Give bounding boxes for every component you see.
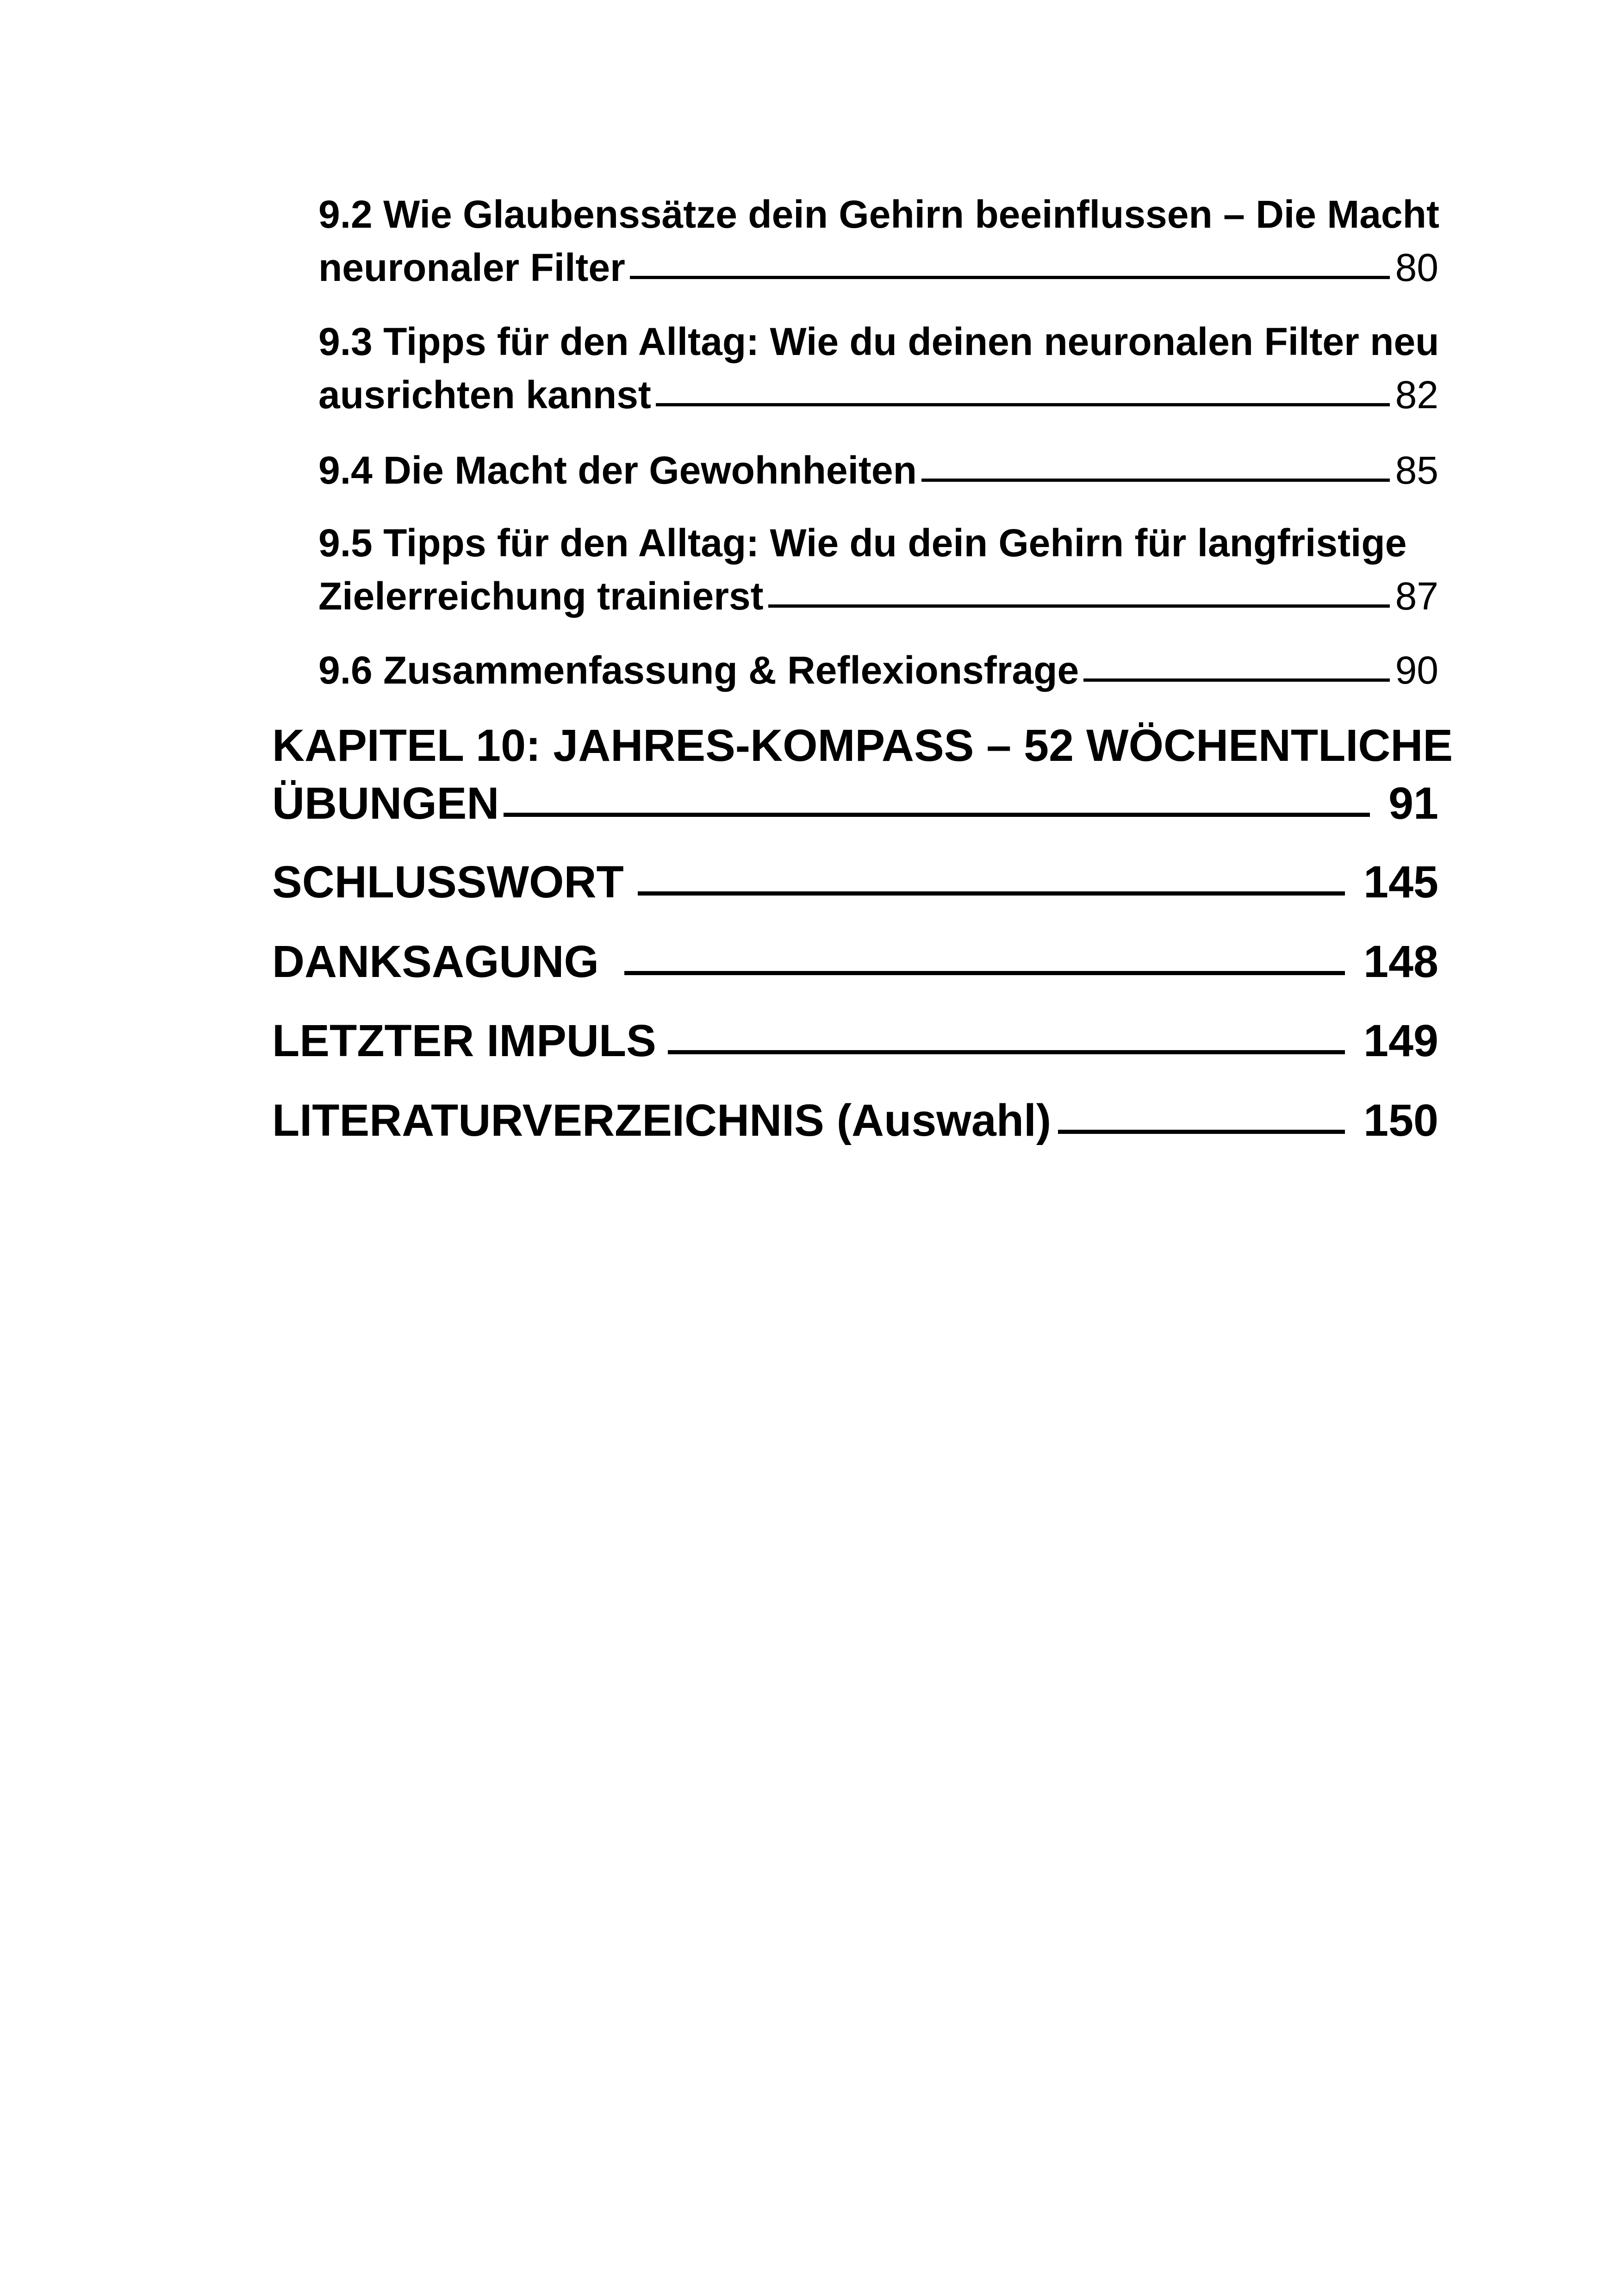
toc-page-number: 148 (1363, 936, 1438, 987)
toc-section-9-2-title-line2: neuronaler Filter (318, 246, 625, 289)
toc-leader-line (1058, 1130, 1345, 1134)
toc-page-number: 85 (1395, 448, 1438, 492)
toc-page-number: 80 (1395, 246, 1438, 289)
toc-section-9-3-title-line2: ausrichten kannst (318, 373, 651, 417)
toc-chapter-10-title-line2: ÜBUNGEN (272, 778, 499, 828)
toc-letzter-impuls-title: LETZTER IMPULS (272, 1015, 656, 1066)
toc-section-9-5-title-line1[interactable]: 9.5 Tipps für den Alltag: Wie du dein Gehirn für langfristige (318, 521, 1407, 565)
toc-page-number: 90 (1395, 648, 1438, 692)
toc-chapter-10[interactable] (272, 778, 1438, 829)
toc-section-9-2-title-line1[interactable]: 9.2 Wie Glaubenssätze dein Gehirn beeinflussen – Die Macht (318, 193, 1439, 236)
toc-letzter-impuls[interactable] (272, 1015, 1438, 1067)
toc-danksagung-title: DANKSAGUNG (272, 936, 599, 987)
toc-chapter-10-title-line1[interactable]: KAPITEL 10: JAHRES-KOMPASS – 52 WÖCHENTLICHE (272, 720, 1453, 771)
toc-literaturverzeichnis-title: LITERATURVERZEICHNIS (Auswahl) (272, 1095, 1052, 1145)
toc-page-number: 149 (1363, 1015, 1438, 1066)
toc-section-9-5[interactable] (318, 574, 1438, 619)
toc-section-9-6[interactable] (318, 648, 1438, 693)
toc-leader-line (624, 971, 1345, 975)
toc-page-number: 91 (1388, 778, 1438, 828)
toc-page-number: 82 (1395, 373, 1438, 417)
toc-section-9-3-title-line1[interactable]: 9.3 Tipps für den Alltag: Wie du deinen neuronalen Filter neu (318, 320, 1439, 363)
toc-schlusswort[interactable] (272, 856, 1438, 908)
toc-literaturverzeichnis[interactable] (272, 1095, 1438, 1146)
toc-leader-line (638, 891, 1345, 896)
toc-leader-line (1083, 678, 1389, 682)
toc-page-number: 145 (1363, 857, 1438, 907)
toc-section-9-4-title: 9.4 Die Macht der Gewohnheiten (318, 448, 917, 492)
toc-section-9-3[interactable] (318, 373, 1438, 417)
toc-leader-line (668, 1050, 1345, 1054)
toc-page-number: 150 (1363, 1095, 1438, 1145)
toc-page-number: 87 (1395, 574, 1438, 618)
toc-danksagung[interactable] (272, 936, 1438, 988)
toc-leader-line (768, 604, 1390, 608)
toc-schlusswort-title: SCHLUSSWORT (272, 857, 624, 907)
toc-section-9-4[interactable] (318, 448, 1438, 493)
toc-section-9-5-title-line2: Zielerreichung trainierst (318, 574, 764, 618)
toc-section-9-6-title: 9.6 Zusammenfassung & Reflexionsfrage (318, 648, 1079, 692)
toc-leader-line (504, 813, 1370, 817)
toc-section-9-2[interactable] (318, 245, 1438, 290)
toc-leader-line (921, 479, 1390, 482)
toc-leader-line (656, 403, 1390, 406)
toc-leader-line (630, 276, 1390, 279)
